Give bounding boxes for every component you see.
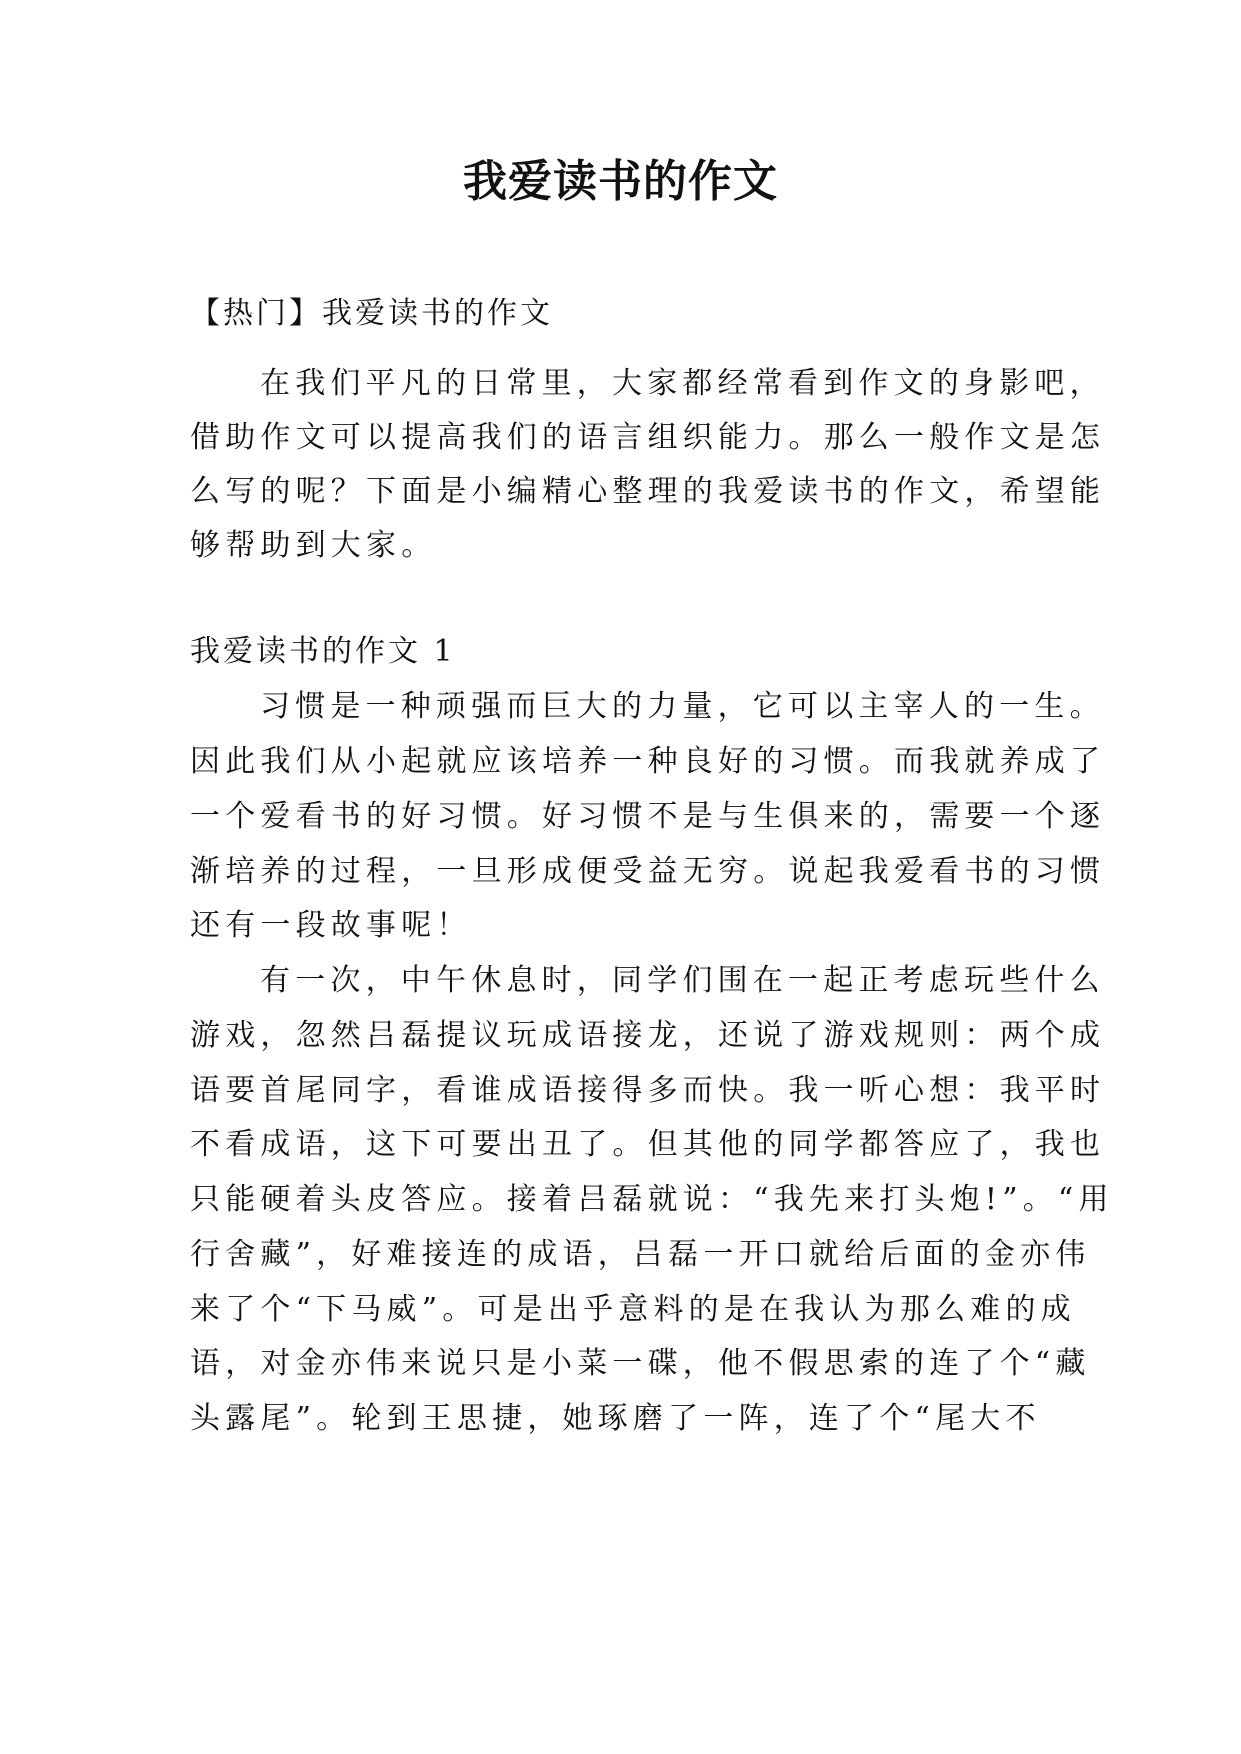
paragraph2-line: 语，对金亦伟来说只是小菜一碟，他不假思索的连了个“藏 (190, 1346, 1091, 1381)
paragraph2-line: 语要首尾同字，看谁成语接得多而快。我一听心想：我平时 (190, 1073, 1106, 1108)
intro-line: 够帮助到大家。 (190, 528, 437, 563)
intro-line: 么写的呢？下面是小编精心整理的我爱读书的作文，希望能 (190, 474, 1106, 509)
paragraph2-line: 不看成语，这下可要出丑了。但其他的同学都答应了，我也 (190, 1127, 1106, 1162)
paragraph2-line: 有一次，中午休息时，同学们围在一起正考虑玩些什么 (260, 963, 1105, 998)
paragraph2-line: 头露尾”。轮到王思捷，她琢磨了一阵，连了个“尾大不 (190, 1401, 1041, 1436)
paragraph2-line: 来了个“下马威”。可是出乎意料的是在我认为那么难的成 (190, 1292, 1076, 1327)
paragraph1-line: 因此我们从小起就应该培养一种良好的习惯。而我就养成了 (190, 744, 1106, 779)
paragraph1-line: 还有一段故事呢！ (190, 908, 472, 943)
paragraph1-line: 一个爱看书的好习惯。好习惯不是与生俱来的，需要一个逐 (190, 799, 1106, 834)
paragraph1-line: 渐培养的过程，一旦形成便受益无穷。说起我爱看书的习惯 (190, 854, 1106, 889)
paragraph2-line: 行舍藏”，好难接连的成语，吕磊一开口就给后面的金亦伟 (190, 1237, 1091, 1272)
paragraph1-line: 习惯是一种顽强而巨大的力量，它可以主宰人的一生。 (260, 689, 1105, 724)
intro-line: 借助作文可以提高我们的语言组织能力。那么一般作文是怎 (190, 420, 1106, 455)
document-subtitle: 【热门】我爱读书的作文 (190, 296, 553, 331)
intro-line: 在我们平凡的日常里，大家都经常看到作文的身影吧， (260, 366, 1105, 401)
paragraph2-line: 只能硬着头皮答应。接着吕磊就说：“我先来打头炮!”。“用 (190, 1182, 1114, 1217)
section-heading: 我爱读书的作文 1 (190, 634, 456, 669)
paragraph2-line: 游戏，忽然吕磊提议玩成语接龙，还说了游戏规则：两个成 (190, 1018, 1106, 1053)
document-title: 我爱读书的作文 (463, 156, 778, 207)
